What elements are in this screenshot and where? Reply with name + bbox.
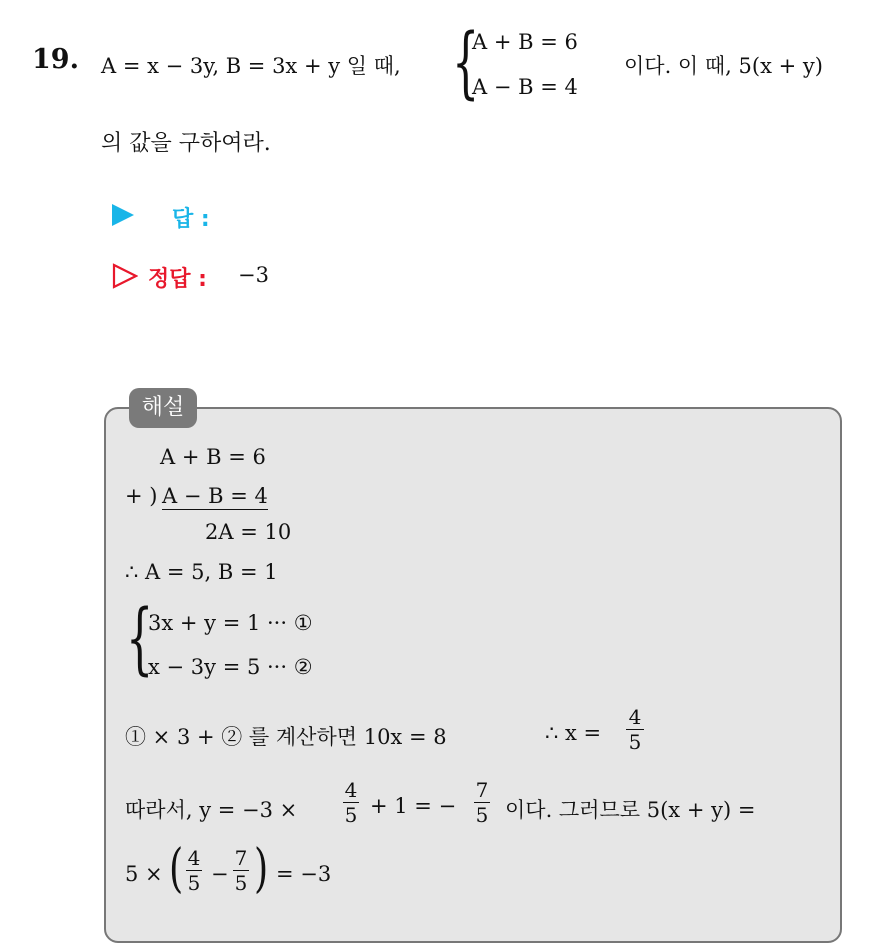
fraction-b bbox=[233, 847, 249, 894]
solution-brace-icon: { bbox=[126, 594, 154, 684]
fraction-x-num: 4 bbox=[628, 705, 642, 729]
fraction-y1-den: 5 bbox=[344, 803, 358, 827]
fraction-b-num: 7 bbox=[234, 846, 248, 870]
correct-answer-label: 정답 : bbox=[148, 267, 207, 292]
fraction-y1 bbox=[343, 779, 359, 826]
correct-answer-triangle-icon bbox=[112, 263, 138, 289]
system-eq-2: A − B = 4 bbox=[472, 75, 578, 99]
solution-final-suffix: 이다. 그러므로 5(x + y) = bbox=[505, 798, 756, 822]
left-brace-icon: { bbox=[452, 18, 480, 108]
solution-final-mid: + 1 = − bbox=[370, 794, 457, 818]
correct-answer-value: −3 bbox=[238, 263, 269, 287]
solution-last-result: = −3 bbox=[276, 862, 332, 886]
right-paren-icon: ) bbox=[254, 839, 269, 899]
fraction-y2-den: 5 bbox=[475, 803, 489, 827]
answer-label: 답 : bbox=[172, 207, 210, 232]
fraction-a-den: 5 bbox=[187, 871, 201, 895]
question-stem-cont: 의 값을 구하여라. bbox=[101, 131, 271, 156]
answer-triangle-icon bbox=[112, 204, 134, 226]
system-eq-1: A + B = 6 bbox=[472, 30, 578, 54]
solution-calc-text: ① × 3 + ② 를 계산하면 10x = 8 bbox=[125, 725, 447, 749]
fraction-y2-num: 7 bbox=[475, 778, 489, 802]
question-stem-prefix: A = x − 3y, B = 3x + y 일 때, bbox=[101, 54, 401, 78]
fraction-a bbox=[186, 847, 202, 894]
fraction-y2 bbox=[474, 779, 490, 826]
solution-label: 해설 bbox=[129, 388, 197, 428]
solution-last-minus: − bbox=[211, 862, 229, 886]
solution-final-prefix: 따라서, y = −3 × bbox=[125, 798, 298, 822]
fraction-x-den: 5 bbox=[628, 730, 642, 754]
question-stem-suffix: 이다. 이 때, 5(x + y) bbox=[624, 54, 823, 78]
fraction-b-den: 5 bbox=[234, 871, 248, 895]
solution-add-top: A + B = 6 bbox=[160, 445, 266, 469]
solution-add-result: 2A = 10 bbox=[205, 520, 292, 544]
fraction-y1-num: 4 bbox=[344, 778, 358, 802]
fraction-a-num: 4 bbox=[187, 846, 201, 870]
solution-system-eq-1: 3x + y = 1 ··· ① bbox=[148, 611, 313, 635]
solution-system-eq-2: x − 3y = 5 ··· ② bbox=[148, 655, 313, 679]
solution-add-bottom: A − B = 4 bbox=[162, 484, 268, 508]
left-paren-icon: ( bbox=[169, 839, 184, 899]
solution-last-prefix: 5 × bbox=[125, 862, 163, 886]
solution-therefore-ab: ∴ A = 5, B = 1 bbox=[125, 560, 278, 584]
question-number: 19. bbox=[32, 44, 79, 75]
solution-calc-therefore: ∴ x = bbox=[545, 721, 602, 745]
solution-add-op: + ) bbox=[125, 484, 158, 508]
fraction-x bbox=[626, 706, 644, 753]
